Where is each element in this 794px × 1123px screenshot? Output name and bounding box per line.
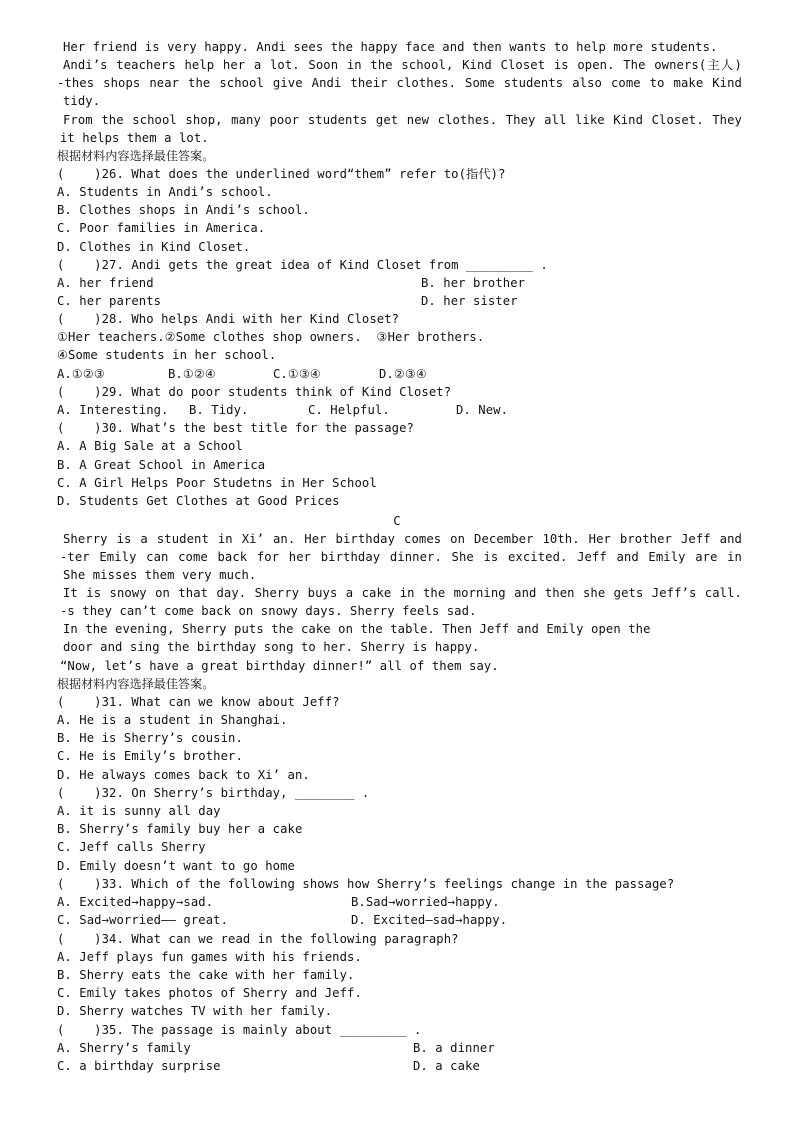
question-34-stem: ( )34. What can we read in the following paragraph? xyxy=(57,932,459,946)
q30-option-a: A. A Big Sale at a School xyxy=(57,439,243,453)
q29-option-a: A. Interesting. xyxy=(57,403,169,417)
q29-option-d: D. New. xyxy=(456,403,509,417)
passage-b-line: tidy. xyxy=(63,94,101,108)
q35-options-row-1 xyxy=(57,1039,742,1057)
passage-b-line: From the school shop, many poor students get new clothes. They all like Kind Closet. They xyxy=(63,113,742,127)
q34-option-b: B. Sherry eats the cake with her family. xyxy=(57,968,355,982)
q28-option-c: C.①③④ xyxy=(273,367,321,381)
question-32-stem: ( )32. On Sherry’s birthday, ________ . xyxy=(57,786,370,800)
q31-option-b: B. He is Sherry’s cousin. xyxy=(57,731,243,745)
q27-option-d: D. her sister xyxy=(421,294,518,308)
passage-c-line: “Now, let’s have a great birthday dinner!” all of them say. xyxy=(60,659,499,673)
passage-c-line: In the evening, Sherry puts the cake on the table. Then Jeff and Emily open the xyxy=(63,622,651,636)
q28-choice-line-1: ①Her teachers.②Some clothes shop owners. ③Her brothers. xyxy=(57,330,485,344)
question-29-stem: ( )29. What do poor students think of Kind Closet? xyxy=(57,385,452,399)
q28-choice-line-2: ④Some students in her school. xyxy=(57,348,277,362)
question-31-stem: ( )31. What can we know about Jeff? xyxy=(57,695,340,709)
q26-option-a: A. Students in Andi’s school. xyxy=(57,185,273,199)
q33-option-d: D. Excited—sad→happy. xyxy=(351,913,508,927)
q32-option-b: B. Sherry’s family buy her a cake xyxy=(57,822,303,836)
q31-option-a: A. He is a student in Shanghai. xyxy=(57,713,288,727)
q26-option-c: C. Poor families in America. xyxy=(57,221,266,235)
q29-options-row xyxy=(57,401,742,419)
question-27-stem: ( )27. Andi gets the great idea of Kind Closet from _________ . xyxy=(57,258,548,272)
q32-option-d: D. Emily doesn’t want to go home xyxy=(57,859,295,873)
q27-option-c: C. her parents xyxy=(57,294,162,308)
question-28-stem: ( )28. Who helps Andi with her Kind Closet? xyxy=(57,312,400,326)
section-c-heading: C xyxy=(393,514,401,528)
passage-b-line: Her friend is very happy. Andi sees the happy face and then wants to help more students. xyxy=(63,40,718,54)
passage-c-line: -ter Emily can come back for her birthday dinner. She is excited. Jeff and Emily are in xyxy=(60,550,742,564)
q27-options-row-1 xyxy=(57,274,742,292)
q26-option-d: D. Clothes in Kind Closet. xyxy=(57,240,251,254)
question-30-stem: ( )30. What’s the best title for the passage? xyxy=(57,421,414,435)
q30-option-b: B. A Great School in America xyxy=(57,458,266,472)
q31-option-d: D. He always comes back to Xi’ an. xyxy=(57,768,310,782)
passage-c-line: It is snowy on that day. Sherry buys a cake in the morning and then she gets Jeff’s call. xyxy=(63,586,742,600)
passage-b-line: -thes shops near the school give Andi their clothes. Some students also come to make Kind xyxy=(57,76,742,90)
instruction-c: 根据材料内容选择最佳答案。 xyxy=(57,677,215,691)
q34-option-a: A. Jeff plays fun games with his friends. xyxy=(57,950,362,964)
question-35-stem: ( )35. The passage is mainly about _________ . xyxy=(57,1023,422,1037)
q28-option-b: B.①②④ xyxy=(168,367,216,381)
q33-option-c: C. Sad→worried—— great. xyxy=(57,913,229,927)
q34-option-d: D. Sherry watches TV with her family. xyxy=(57,1004,333,1018)
question-26-stem: ( )26. What does the underlined word“them” refer to(指代)? xyxy=(57,167,506,181)
q32-option-a: A. it is sunny all day xyxy=(57,804,221,818)
q33-options-row-2 xyxy=(57,911,742,929)
passage-b-line: Andi’s teachers help her a lot. Soon in the school, Kind Closet is open. The owners(主人) xyxy=(63,58,742,72)
q28-options-row xyxy=(57,365,742,383)
passage-c-line: She misses them very much. xyxy=(63,568,257,582)
q29-option-b: B. Tidy. xyxy=(189,403,249,417)
q30-option-c: C. A Girl Helps Poor Studetns in Her School xyxy=(57,476,377,490)
q33-option-b: B.Sad→worried→happy. xyxy=(351,895,500,909)
q27-option-a: A. her friend xyxy=(57,276,154,290)
passage-c-line: Sherry is a student in Xi’ an. Her birthday comes on December 10th. Her brother Jeff and xyxy=(63,532,742,546)
passage-b-line: it helps them a lot. xyxy=(60,131,209,145)
q35-option-a: A. Sherry’s family xyxy=(57,1041,191,1055)
q27-option-b: B. her brother xyxy=(421,276,526,290)
q28-option-a: A.①②③ xyxy=(57,367,105,381)
instruction-b: 根据材料内容选择最佳答案。 xyxy=(57,149,215,163)
question-33-stem: ( )33. Which of the following shows how Sherry’s feelings change in the passage? xyxy=(57,877,675,891)
q34-option-c: C. Emily takes photos of Sherry and Jeff. xyxy=(57,986,362,1000)
q35-option-c: C. a birthday surprise xyxy=(57,1059,221,1073)
passage-c-line: -s they can’t come back on snowy days. Sherry feels sad. xyxy=(60,604,477,618)
q35-option-d: D. a cake xyxy=(413,1059,480,1073)
q35-option-b: B. a dinner xyxy=(413,1041,495,1055)
q29-option-c: C. Helpful. xyxy=(308,403,390,417)
q33-option-a: A. Excited→happy→sad. xyxy=(57,895,214,909)
q33-options-row-1 xyxy=(57,893,742,911)
q27-options-row-2 xyxy=(57,292,742,310)
passage-c-line: door and sing the birthday song to her. Sherry is happy. xyxy=(63,640,480,654)
q31-option-c: C. He is Emily’s brother. xyxy=(57,749,243,763)
q30-option-d: D. Students Get Clothes at Good Prices xyxy=(57,494,340,508)
q32-option-c: C. Jeff calls Sherry xyxy=(57,840,206,854)
q26-option-b: B. Clothes shops in Andi’s school. xyxy=(57,203,310,217)
q28-option-d: D.②③④ xyxy=(379,367,427,381)
q35-options-row-2 xyxy=(57,1057,742,1075)
